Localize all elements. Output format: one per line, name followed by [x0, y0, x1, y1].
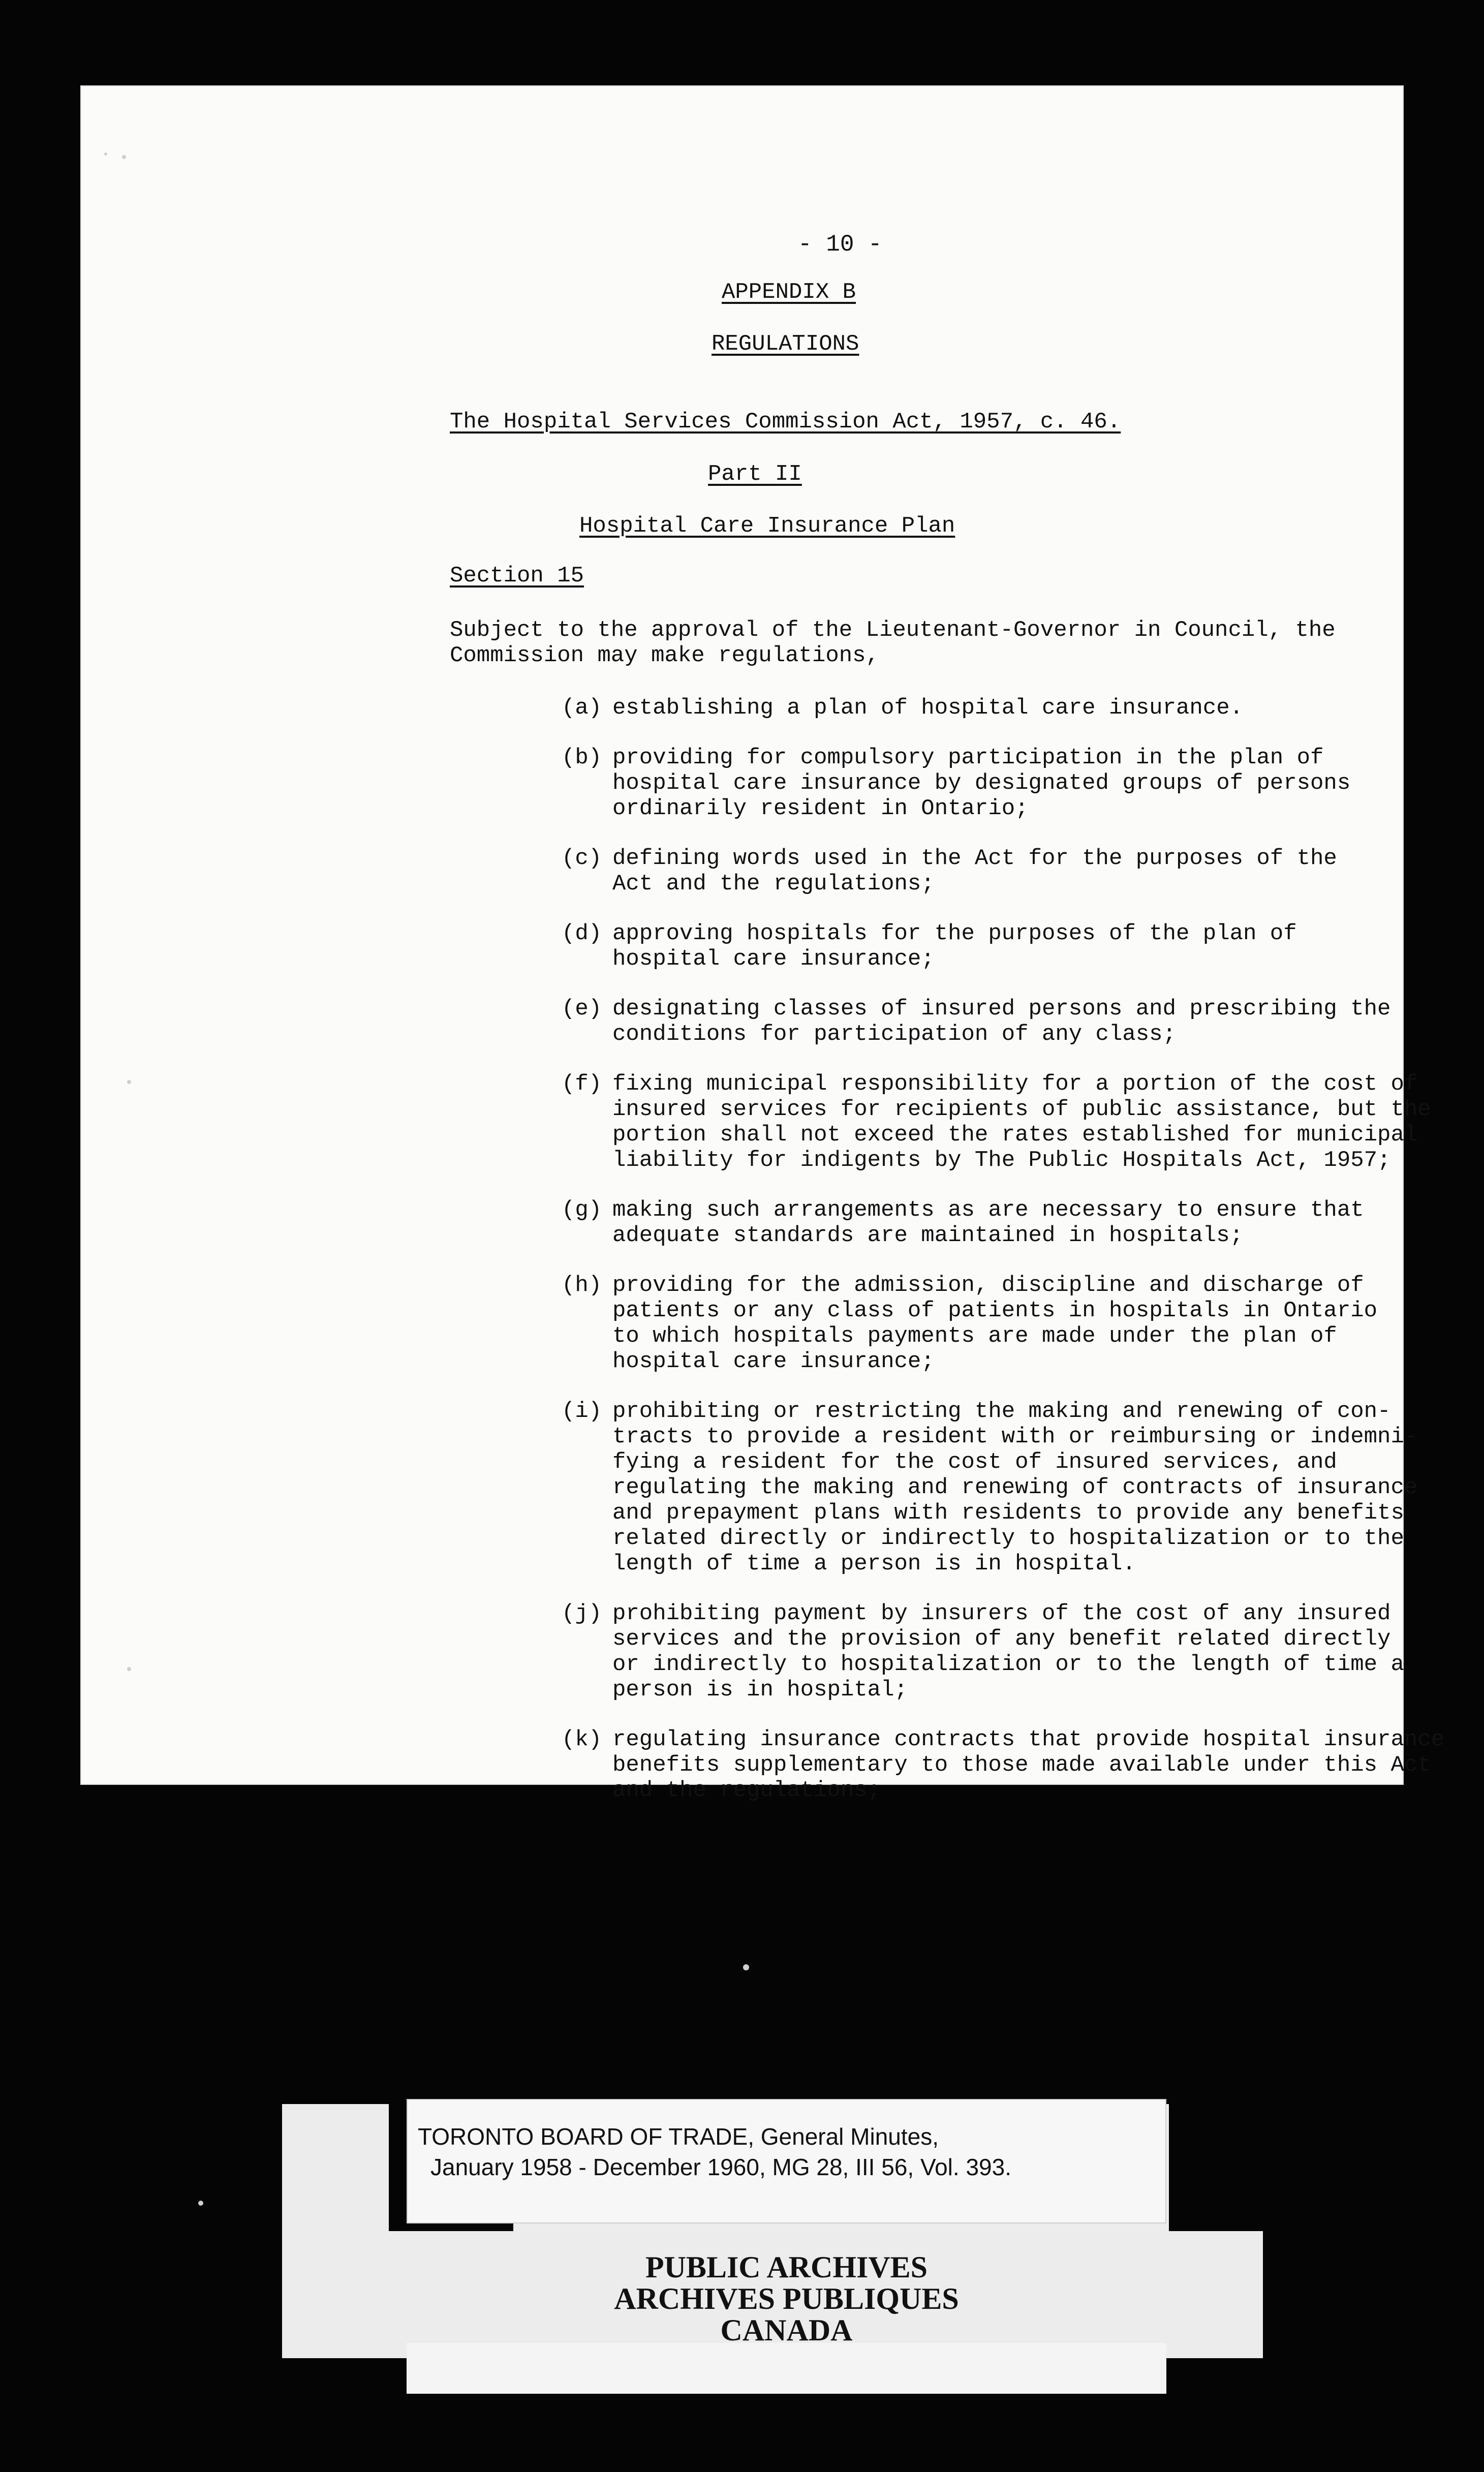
item-label: (d) [562, 921, 602, 946]
card-notch-right [1169, 2104, 1263, 2231]
item-text: defining words used in the Act for the purposes of the Act and the regulations; [612, 846, 1337, 897]
item-text: designating classes of insured persons and prescribing the conditions for participation of any class; [612, 996, 1391, 1047]
list-item [562, 745, 1446, 821]
item-text: making such arrangements as are necessary to ensure that adequate standards are maintained in hospitals; [612, 1197, 1364, 1248]
item-text: regulating insurance contracts that provide hospital insurance benefits supplementary to those made available under this Act and the regulations; [612, 1727, 1445, 1803]
item-label: (a) [562, 695, 602, 721]
list-item [562, 921, 1446, 972]
citation-card [407, 2099, 1166, 2223]
stamp-line-1: PUBLIC ARCHIVES [645, 2250, 928, 2284]
list-item [562, 1273, 1446, 1374]
list-item [562, 1197, 1446, 1248]
stamp-line-2: ARCHIVES PUBLIQUES [614, 2282, 959, 2315]
list-item [562, 846, 1446, 897]
film-speck [122, 155, 126, 159]
document-page [81, 86, 1445, 1803]
list-item [562, 1071, 1446, 1173]
item-label: (b) [562, 745, 602, 770]
list-item [562, 695, 1446, 721]
item-text: providing for compulsory participation in the plan of hospital care insurance by designated groups of persons ordinarily resident in Ontario; [612, 745, 1351, 821]
section-heading: Section 15 [450, 563, 584, 589]
archive-label [282, 2104, 1263, 2394]
item-text: establishing a plan of hospital care insurance. [612, 695, 1244, 721]
film-speck [127, 1080, 131, 1084]
act-title: The Hospital Services Commission Act, 1957, c. 46. [450, 409, 1121, 435]
item-label: (c) [562, 846, 602, 871]
intro-paragraph: Subject to the approval of the Lieutenant-Governor in Council, the Commission may make regulations, [450, 617, 1336, 668]
item-label: (j) [562, 1601, 602, 1626]
regulations-heading: REGULATIONS [712, 331, 859, 357]
item-label: (k) [562, 1727, 602, 1752]
item-text: approving hospitals for the purposes of the plan of hospital care insurance; [612, 921, 1297, 972]
appendix-heading: APPENDIX B [722, 280, 856, 305]
film-speck [743, 1964, 749, 1970]
film-speck [198, 2201, 203, 2206]
item-label: (f) [562, 1071, 602, 1097]
list-item [562, 1601, 1446, 1703]
item-text: providing for the admission, discipline and discharge of patients or any class of patients in hospitals in Ontario to which hospitals payments are made under the plan of hospital care insurance; [612, 1273, 1378, 1374]
list-item [562, 1399, 1446, 1577]
plan-heading: Hospital Care Insurance Plan [579, 513, 955, 539]
card-bottom-strip [407, 2343, 1166, 2394]
item-text: fixing municipal responsibility for a portion of the cost of insured services for recipients of public assistance, but the portion shall not exceed the rates established for municipal liability for indigents by The Public Hospitals Act, 1957; [612, 1071, 1431, 1173]
item-text: prohibiting payment by insurers of the cost of any insured services and the provision of any benefit related directly or indirectly to hospitalization or to the length of time a person is in hospital; [612, 1601, 1404, 1703]
film-speck [104, 152, 107, 156]
film-speck [127, 1667, 131, 1671]
part-heading: Part II [708, 461, 802, 487]
list-item [562, 1727, 1446, 1803]
item-label: (i) [562, 1399, 602, 1424]
item-label: (e) [562, 996, 602, 1022]
item-label: (g) [562, 1197, 602, 1223]
item-label: (h) [562, 1273, 602, 1298]
page-number: - 10 - [798, 231, 882, 258]
citation-line-2: January 1958 - December 1960, MG 28, III 56, Vol. 393. [430, 2154, 1011, 2180]
list-item [562, 996, 1446, 1047]
item-text: prohibiting or restricting the making and renewing of con- tracts to provide a resident with or reimbursing or indemni- fying a resident for the cost of insured services, and regulating the making and renewing of contracts of insurance and prepayment plans with residents to provide any benefits related directly or indirectly to hospitalization or to the length of time a person is in hospital. [612, 1399, 1418, 1577]
citation-line-1: TORONTO BOARD OF TRADE, General Minutes, [418, 2123, 939, 2150]
regulation-list [562, 695, 1446, 1828]
archives-stamp [407, 2251, 1166, 2346]
stamp-line-3: CANADA [720, 2313, 853, 2347]
